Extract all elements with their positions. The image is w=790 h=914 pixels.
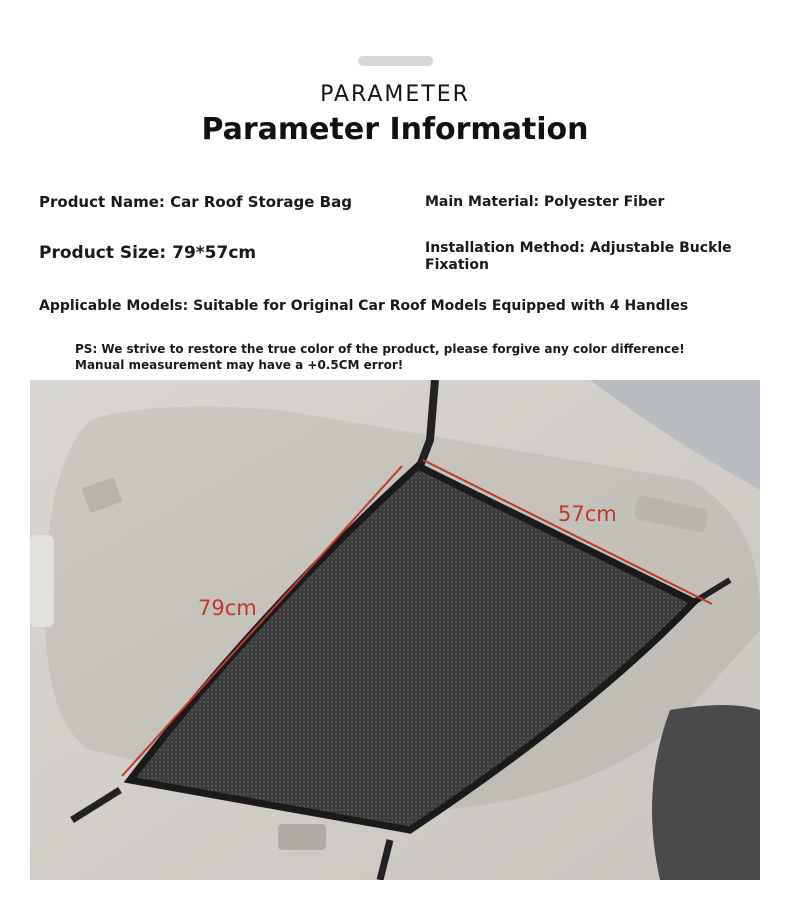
left-light [30,535,54,627]
product-size: Product Size: 79*57cm [39,243,257,263]
installation-method: Installation Method: Adjustable Buckle Fixation [425,240,732,273]
section-kicker: PARAMETER [320,82,470,107]
seat [652,705,760,880]
decorative-pill [358,56,433,66]
length-dimension-label: 79cm [198,596,257,620]
product-name: Product Name: Car Roof Storage Bag [39,193,352,211]
page-title: Parameter Information [201,112,589,147]
product-photo [30,380,760,880]
width-dimension-label: 57cm [558,502,617,526]
console-light [278,824,326,850]
disclaimer-note: PS: We strive to restore the true color of the product, please forgive any color difference! Manual measurement may have a +0.5CM error! [75,342,685,372]
car-roof-illustration [30,380,760,880]
applicable-models: Applicable Models: Suitable for Original Car Roof Models Equipped with 4 Handles [39,298,689,314]
main-material: Main Material: Polyester Fiber [425,194,665,210]
